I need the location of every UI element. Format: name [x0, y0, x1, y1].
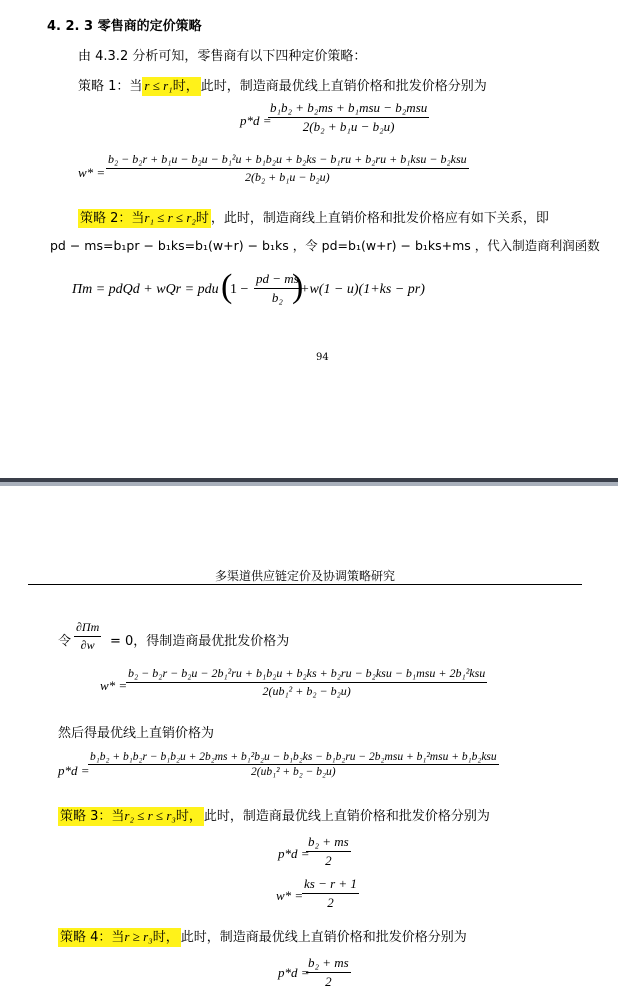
eq-pd-numerator: b₁b₂ + b₂ms + b₁msu − b₂msu	[268, 100, 429, 118]
profit-frac-numerator: pd − ms	[254, 271, 301, 289]
eq-w-numerator: b₂ − b₂r + b₁u − b₂u − b₁²u + b₁b₂u + b₂ks − b₁ru + b₂ru + b₁ksu − b₂ksu	[106, 152, 469, 169]
strategy-3-condition: 策略 3：当r₂ ≤ r ≤ r₃时，	[60, 808, 202, 824]
let-suffix: = 0，得制造商最优批发价格为	[110, 634, 290, 649]
eq-pd2-denominator: 2(ub₁² + b₂ − b₂u)	[251, 766, 336, 778]
eq-w3-numerator: ks − r + 1	[302, 876, 359, 894]
eq-w3-lhs: w* =	[276, 888, 304, 903]
eq-pd-denominator: 2(b₂ + b₁u − b₂u)	[302, 119, 395, 134]
strategy-4-condition: 策略 4：当r ≥ r₃时，	[60, 929, 179, 945]
eq-pd4-denominator: 2	[325, 974, 332, 989]
strategy-1-line	[78, 75, 487, 94]
profit-rhs: +w(1 − u)(1+ks − pr)	[300, 282, 425, 297]
partial-numerator: ∂Πm	[74, 620, 101, 637]
section-title: 4. 2. 3 零售商的定价策略	[47, 19, 202, 34]
strategy-1-condition: r ≤ r₁时，	[144, 78, 199, 94]
eq-pd3-lhs: p*d =	[278, 846, 310, 861]
paren-open: (	[221, 268, 233, 305]
eq-w2-denominator: 2(ub₁² + b₂ − b₂u)	[262, 684, 351, 698]
page-separator-shadow	[0, 482, 618, 486]
then-line: 然后得最优线上直销价格为	[58, 726, 215, 741]
eq-pd3-fraction	[306, 834, 351, 869]
partial-derivative	[74, 620, 101, 653]
strategy-4-line	[58, 926, 467, 945]
eq-pd2-numerator: b₁b₂ + b₁b₂r − b₁b₂u + 2b₂ms + b₁²b₂u − b₁b₂ks − b₁b₂ru − 2b₂msu + b₁²msu + b₁b₂ksu	[90, 751, 497, 763]
strategy-1-text: 此时，制造商最优线上直销价格和批发价格分别为	[200, 79, 487, 94]
strategy-1-label: 策略 1：当	[78, 79, 143, 94]
intro-text: 由 4.3.2 分析可知，零售商有以下四种定价策略：	[78, 49, 367, 64]
profit-frac-denominator: b₂	[271, 290, 283, 305]
relation-line: pd − ms=b₁pr − b₁ks=b₁(w+r) − b₁ks ，令 pd=b₁(w+r) − b₁ks+ms ，代入制造商利润函数	[50, 238, 600, 253]
eq-pd2-fraction	[88, 751, 499, 778]
strategy-2-line	[78, 207, 549, 226]
strategy-3-text: 此时，制造商最优线上直销价格和批发价格分别为	[203, 809, 490, 824]
eq-w-fraction	[106, 152, 469, 185]
eq-pd-fraction	[268, 100, 429, 135]
strategy-3-line	[58, 805, 490, 824]
header-rule	[28, 584, 582, 585]
eq-w2-numerator: b₂ − b₂r − b₂u − 2b₁²ru + b₁b₂u + b₂ks + b₂ru − b₂ksu − b₁msu + 2b₁²ksu	[126, 666, 487, 683]
strategy-2-text: ，此时，制造商线上直销价格和批发价格应有如下关系，即	[210, 211, 549, 226]
let-prefix: 令	[58, 634, 72, 649]
one-minus: 1 −	[230, 282, 249, 297]
eq-w2-fraction	[126, 666, 487, 699]
eq-w2-lhs: w* =	[100, 678, 128, 693]
eq-pd4-lhs: p*d =	[278, 965, 310, 980]
eq-w3-fraction	[302, 876, 359, 911]
eq-w-lhs: w* =	[78, 165, 106, 180]
profit-lhs: Πm = pdQd + wQr = pdu	[72, 282, 219, 297]
partial-denominator: ∂w	[80, 638, 95, 652]
strategy-4-text: 此时，制造商最优线上直销价格和批发价格分别为	[180, 930, 467, 945]
running-header: 多渠道供应链定价及协调策略研究	[215, 569, 396, 583]
eq-pd3-numerator: b₂ + ms	[306, 834, 351, 852]
eq-pd-lhs: p*d =	[240, 113, 272, 128]
strategy-2-condition: 策略 2：当r₁ ≤ r ≤ r₂时	[80, 210, 209, 226]
paren-close: )	[292, 268, 304, 305]
eq-pd4-numerator: b₂ + ms	[306, 955, 351, 973]
eq-pd2-lhs: p*d =	[58, 763, 90, 778]
eq-pd4-fraction	[306, 955, 351, 990]
eq-pd3-denominator: 2	[325, 853, 332, 868]
page-number: 94	[316, 352, 329, 363]
eq-w3-denominator: 2	[327, 895, 334, 910]
eq-w-denominator: 2(b₂ + b₁u − b₂u)	[244, 170, 330, 184]
